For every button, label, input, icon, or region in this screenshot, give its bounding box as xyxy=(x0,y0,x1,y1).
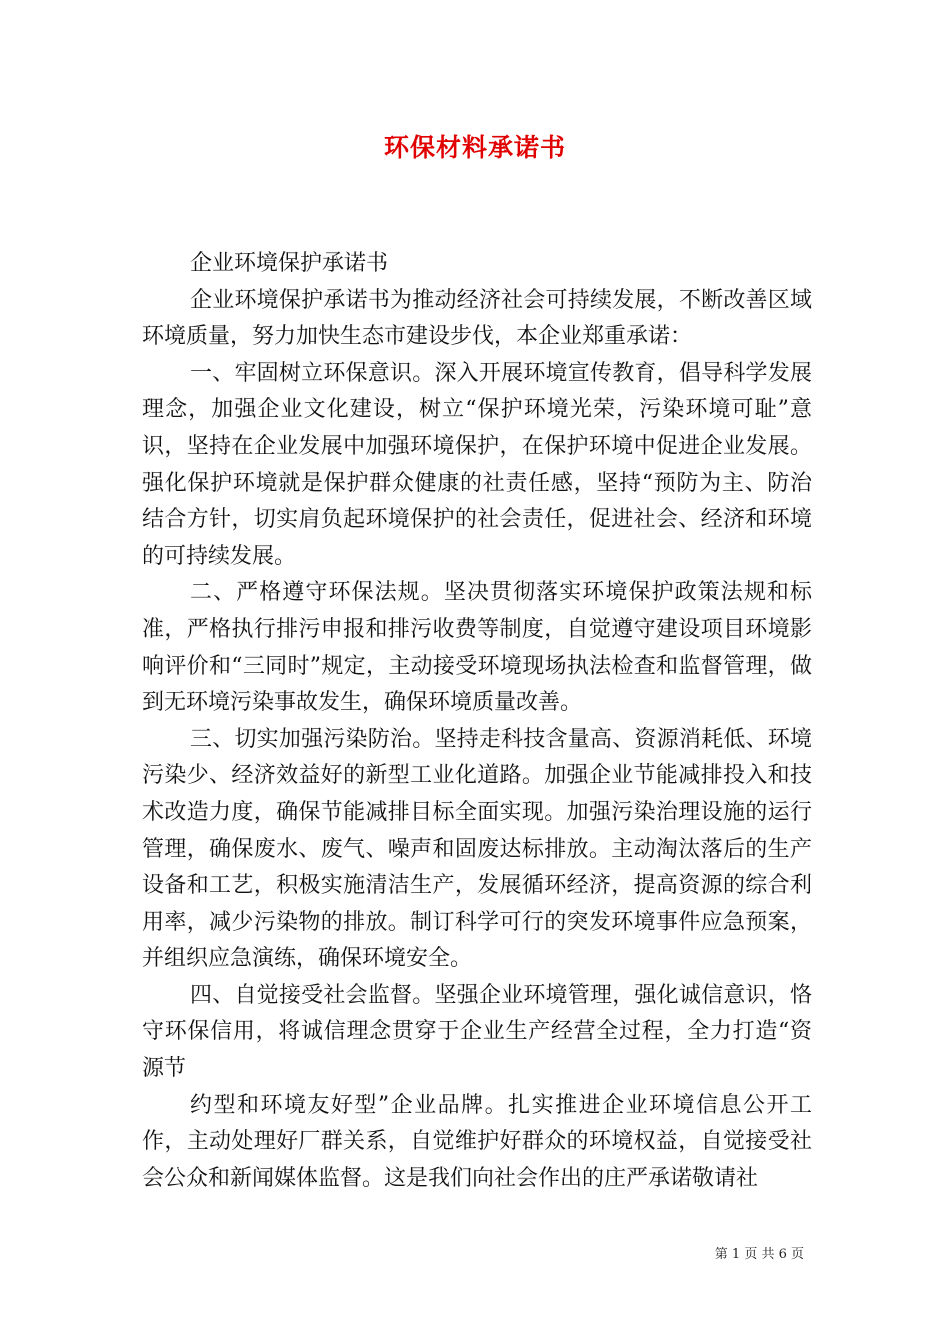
paragraph-intro: 企业环境保护承诺书为推动经济社会可持续发展，不断改善区域环境质量，努力加快生态市建设步伐，本企业郑重承诺： xyxy=(142,287,812,350)
paragraph-item-4-continued: 约型和环境友好型”企业品牌。扎实推进企业环境信息公开工作，主动处理好厂群关系，自觉维护好群众的环境权益，自觉接受社会公众和新闻媒体监督。这是我们向社会作出的庄严承诺敬请社 xyxy=(142,1092,812,1191)
document-title: 环保材料承诺书 xyxy=(383,133,566,162)
paragraph-item-4: 四、自觉接受社会监督。坚强企业环境管理，强化诚信意识，恪守环保信用，将诚信理念贯穿于企业生产经营全过程，全力打造“资源节 xyxy=(142,982,812,1082)
page-number-footer: 第 1 页 共 6 页 xyxy=(714,1247,804,1262)
paragraph-item-1: 一、牢固树立环保意识。深入开展环境宣传教育，倡导科学发展理念，加强企业文化建设，树立“保护环境光荣，污染环境可耻”意识，坚持在企业发展中加强环境保护，在保护环境中促进企业发展。强化保护环境就是保护群众健康的社责任感，坚持“预防为主、防治结合方针，切实肩负起环境保护的社会责任，促进社会、经济和环境的可持续发展。 xyxy=(142,360,812,569)
paragraph-item-2: 二、严格遵守环保法规。坚决贯彻落实环境保护政策法规和标准，严格执行排污申报和排污收费等制度，自觉遵守建设项目环境影响评价和“三同时”规定，主动接受环境现场执法检查和监督管理，做到无环境污染事故发生，确保环境质量改善。 xyxy=(142,580,812,716)
paragraph-item-3: 三、切实加强污染防治。坚持走科技含量高、资源消耗低、环境污染少、经济效益好的新型工业化道路。加强企业节能减排投入和技术改造力度，确保节能减排目标全面实现。加强污染治理设施的运行管理，确保废水、废气、噪声和固废达标排放。主动淘汰落后的生产设备和工艺，积极实施清洁生产，发展循环经济，提高资源的综合利用率，减少污染物的排放。制订科学可行的突发环境事件应急预案，并组织应急演练，确保环境安全。 xyxy=(142,726,812,972)
document-body xyxy=(142,246,812,1197)
paragraph-heading: 企业环境保护承诺书 xyxy=(190,251,389,276)
